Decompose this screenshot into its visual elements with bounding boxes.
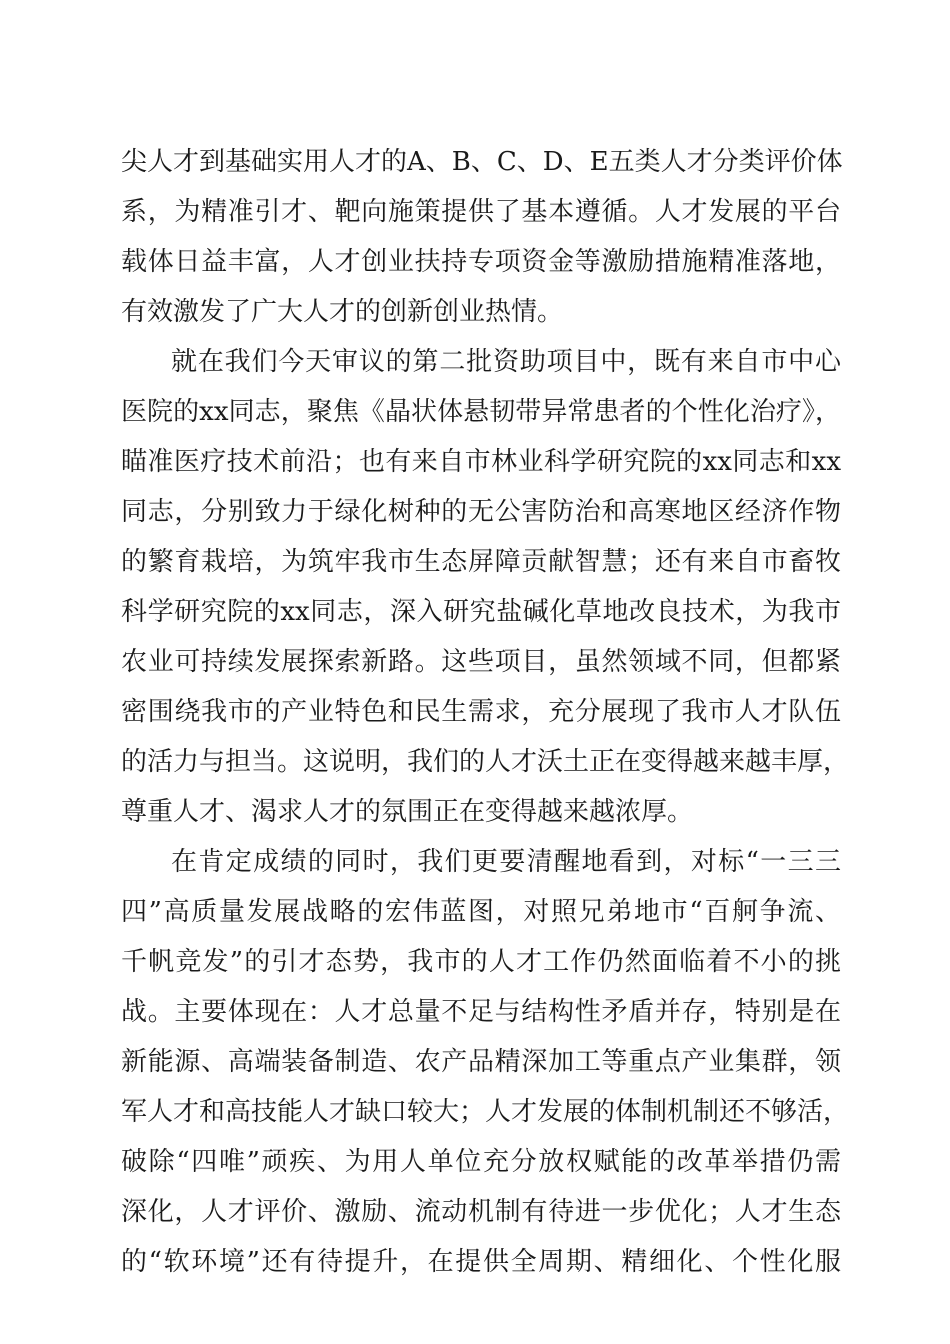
text-line: 有效激发了广大人才的创新创业热情。 [121, 297, 564, 327]
text-line: 的“软环境”还有待提升，在提供全周期、精细化、个性化服 [121, 1247, 841, 1277]
text-line: 的繁育栽培，为筑牢我市生态屏障贡献智慧；还有来自市畜牧 [121, 547, 841, 577]
text-line: 瞄准医疗技术前沿；也有来自市林业科学研究院的xx同志和xx [121, 447, 841, 477]
paragraph-first-line: 就在我们今天审议的第二批资助项目中，既有来自市中心 [171, 347, 841, 377]
text-line: 千帆竞发”的引才态势，我市的人才工作仍然面临着不小的挑 [121, 947, 841, 977]
text-line: 农业可持续发展探索新路。这些项目，虽然领域不同，但都紧 [121, 647, 841, 677]
text-line: 同志，分别致力于绿化树种的无公害防治和高寒地区经济作物 [121, 497, 841, 527]
text-line: 尊重人才、渴求人才的氛围正在变得越来越浓厚。 [121, 797, 694, 827]
paragraph-first-line: 在肯定成绩的同时，我们更要清醒地看到，对标“一三三 [171, 847, 841, 877]
text-line: 科学研究院的xx同志，深入研究盐碱化草地改良技术，为我市 [121, 597, 841, 627]
text-line: 系，为精准引才、靶向施策提供了基本遵循。人才发展的平台 [121, 197, 841, 227]
text-line: 新能源、高端装备制造、农产品精深加工等重点产业集群，领 [121, 1047, 841, 1077]
text-line: 尖人才到基础实用人才的A、B、C、D、E五类人才分类评价体 [121, 147, 843, 177]
text-line: 深化，人才评价、激励、流动机制有待进一步优化；人才生态 [121, 1197, 841, 1227]
text-line: 军人才和高技能人才缺口较大；人才发展的体制机制还不够活， [121, 1097, 850, 1127]
text-line: 医院的xx同志，聚焦《晶状体悬韧带异常患者的个性化治疗》， [121, 397, 841, 427]
text-line: 战。主要体现在：人才总量不足与结构性矛盾并存，特别是在 [121, 997, 841, 1027]
text-line: 破除“四唯”顽疾、为用人单位充分放权赋能的改革举措仍需 [121, 1147, 841, 1177]
text-line: 密围绕我市的产业特色和民生需求，充分展现了我市人才队伍 [121, 697, 841, 727]
text-line: 的活力与担当。这说明，我们的人才沃土正在变得越来越丰厚， [121, 747, 850, 777]
text-line: 载体日益丰富，人才创业扶持专项资金等激励措施精准落地， [121, 247, 841, 277]
text-line: 四”高质量发展战略的宏伟蓝图，对照兄弟地市“百舸争流、 [121, 897, 841, 927]
